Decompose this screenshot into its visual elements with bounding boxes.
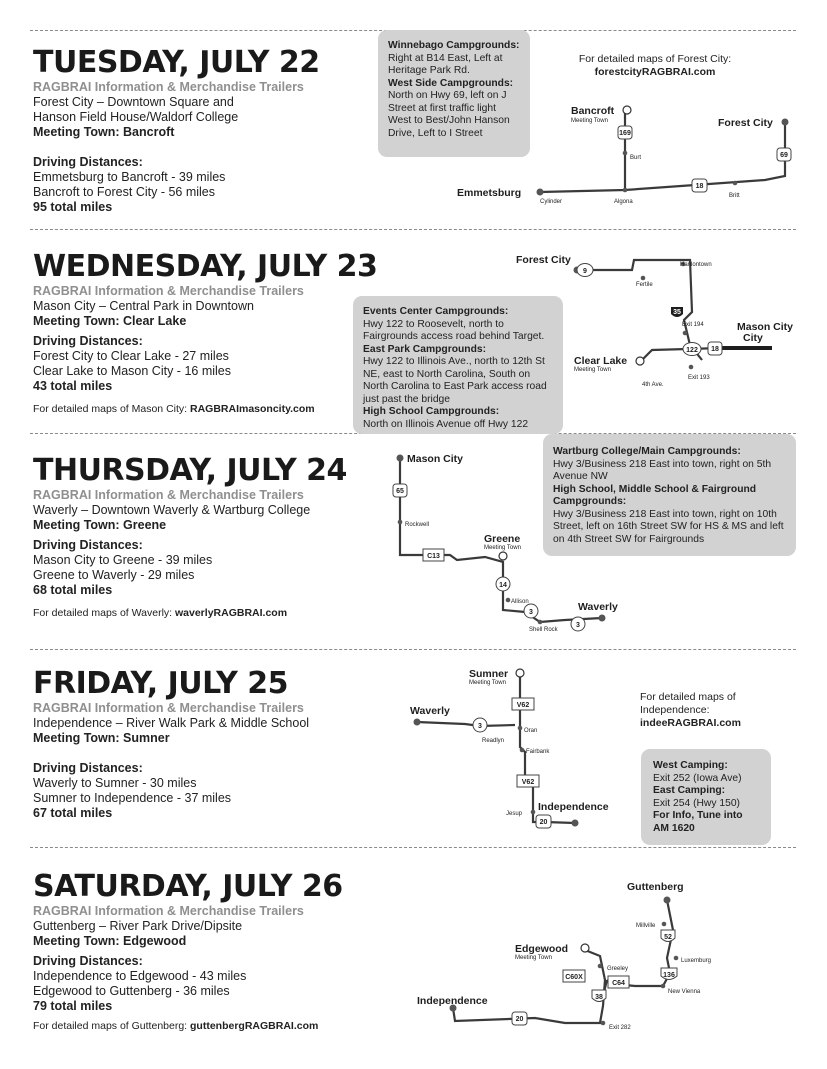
meeting-town: Meeting Town: Bancroft — [33, 125, 175, 139]
town-label: Millville — [636, 923, 656, 929]
maps-note — [560, 53, 750, 79]
distance-line: Waverly to Sumner - 30 miles — [33, 776, 197, 790]
city-label: Waverly — [410, 705, 450, 717]
town-label: 4th Ave. — [642, 382, 664, 388]
town-label: Exit 282 — [609, 1025, 631, 1031]
divider — [30, 847, 796, 848]
town-label: Rockwell — [405, 522, 430, 528]
town-label: Fertile — [636, 282, 653, 288]
maps-note: For detailed maps of Guttenberg: guttenbergRAGBRAI.com — [33, 1020, 319, 1032]
day-section-thursday — [33, 454, 383, 620]
day-title: THURSDAY, JULY 24 — [33, 453, 347, 488]
highway-shield: 20 — [539, 819, 548, 826]
city-label: Sumner — [469, 668, 509, 680]
trailer-subtitle: RAGBRAI Information & Merchandise Trailers — [33, 904, 304, 918]
info-heading: East Camping: — [653, 785, 726, 796]
city-label: Independence — [417, 995, 488, 1007]
city-label: Mason City — [737, 321, 794, 333]
highway-shield: 18 — [711, 346, 719, 353]
driving-distances-header: Driving Distances: — [33, 155, 143, 169]
distance-line: Forest City to Clear Lake - 27 miles — [33, 349, 229, 363]
info-text: Hwy 122 to Roosevelt, north to Fairgrounds access road behind Target. — [363, 318, 545, 342]
info-heading: Events Center Campgrounds: — [363, 306, 509, 317]
distance-line: Bancroft to Forest City - 56 miles — [33, 185, 216, 199]
city-label: Mason City — [407, 453, 464, 465]
total-miles: 68 total miles — [33, 583, 113, 597]
highway-shield: 52 — [664, 934, 672, 941]
location-line: Independence – River Walk Park & Middle School — [33, 716, 310, 730]
info-heading: For Info, Tune into AM 1620 — [653, 810, 743, 834]
highway-shield: 18 — [695, 183, 704, 190]
town-label: Exit 193 — [688, 375, 710, 381]
maps-note-text: For detailed maps of Forest City: — [578, 53, 732, 65]
maps-link[interactable]: waverlyRAGBRAI.com — [175, 607, 288, 619]
highway-shield: 20 — [515, 1016, 524, 1023]
location-line: Guttenberg – River Park Drive/Dipsite — [33, 919, 243, 933]
town-label: Oran — [524, 728, 538, 734]
highway-shield: 3 — [576, 622, 580, 629]
city-label: Guttenberg — [627, 881, 684, 893]
highway-shield: 122 — [686, 347, 698, 354]
distance-line: Mason City to Greene - 39 miles — [33, 553, 213, 567]
info-heading: West Camping: — [653, 760, 728, 771]
trailer-subtitle: RAGBRAI Information & Merchandise Trailers — [33, 701, 304, 715]
info-heading: High School, Middle School & Fairground Campgrounds: — [553, 483, 757, 507]
highway-shield: 136 — [663, 972, 675, 979]
day-section-wednesday — [33, 250, 383, 416]
driving-distances-header: Driving Distances: — [33, 761, 143, 775]
info-heading: West Side Campgrounds: — [388, 77, 514, 89]
info-text: Exit 252 (Iowa Ave) — [653, 772, 742, 784]
day-title: FRIDAY, JULY 25 — [33, 666, 288, 701]
trailer-subtitle: RAGBRAI Information & Merchandise Trailers — [33, 284, 304, 298]
meeting-town-label: Meeting Town — [571, 118, 608, 124]
trailer-subtitle: RAGBRAI Information & Merchandise Trailers — [33, 488, 304, 502]
info-text: North on Illinois Avenue off Hwy 122 — [363, 418, 529, 430]
meeting-town-label: Meeting Town — [469, 680, 506, 686]
town-label: Jesup — [506, 811, 523, 817]
highway-shield: 69 — [780, 152, 788, 159]
city-label: Emmetsburg — [457, 187, 522, 199]
maps-link[interactable]: forestcityRAGBRAI.com — [594, 66, 716, 78]
highway-shield: V62 — [516, 702, 530, 709]
info-text: Exit 254 (Hwy 150) — [653, 797, 740, 809]
route-map-saturday — [415, 878, 715, 1038]
info-text: North on Hwy 69, left on J Street at first traffic light West to Best/John Hanson Drive, Left to I Street — [388, 90, 510, 139]
day-section-saturday — [33, 870, 383, 1033]
maps-note-text: For detailed maps of Independence: — [640, 691, 736, 716]
maps-note: For detailed maps of Mason City: RAGBRAImasoncity.com — [33, 403, 315, 415]
highway-shield: V62 — [521, 779, 535, 786]
day-title: SATURDAY, JULY 26 — [33, 869, 343, 904]
highway-shield: 9 — [583, 268, 587, 275]
highway-shield: 169 — [619, 130, 631, 137]
info-heading: Wartburg College/Main Campgrounds: — [553, 446, 741, 457]
city-label: Waverly — [578, 601, 618, 613]
location-line: Hanson Field House/Waldorf College — [33, 110, 239, 124]
highway-shield: C60X — [565, 974, 583, 981]
town-label: Greeley — [607, 966, 629, 972]
location-line: Mason City – Central Park in Downtown — [33, 299, 254, 313]
trailer-subtitle: RAGBRAI Information & Merchandise Trailers — [33, 80, 304, 94]
highway-shield: 65 — [396, 488, 404, 495]
driving-distances-header: Driving Distances: — [33, 334, 143, 348]
maps-note: For detailed maps of Waverly: waverlyRAGBRAI.com — [33, 607, 288, 619]
town-label: Britt — [729, 193, 740, 199]
meeting-town: Meeting Town: Sumner — [33, 731, 170, 745]
town-label: Burt — [630, 155, 642, 161]
info-text: Hwy 3/Business 218 East into town, right on 10th Street, left on 16th Street SW for HS & MS and left on 4th Street SW for Fairgrounds — [553, 508, 784, 545]
info-heading: East Park Campgrounds: — [363, 343, 487, 355]
city-label: Forest City — [718, 117, 773, 129]
town-label: Algona — [614, 199, 633, 205]
divider — [30, 649, 796, 650]
total-miles: 95 total miles — [33, 200, 113, 214]
location-line: Waverly – Downtown Waverly & Wartburg College — [33, 503, 311, 517]
meeting-town: Meeting Town: Greene — [33, 518, 167, 532]
highway-shield: C13 — [427, 553, 440, 560]
route-map-thursday — [385, 450, 625, 640]
city-label: Clear Lake — [574, 355, 628, 367]
town-label: Exit 194 — [682, 322, 704, 328]
route-map-wednesday — [512, 250, 802, 395]
day-section-friday — [33, 667, 383, 821]
town-label: Shell Rock — [529, 627, 558, 633]
maps-link[interactable]: indeeRAGBRAI.com — [640, 717, 741, 729]
distance-line: Sumner to Independence - 37 miles — [33, 791, 232, 805]
info-heading: High School Campgrounds: — [363, 406, 500, 417]
route-map-tuesday — [455, 100, 800, 210]
divider — [30, 229, 796, 230]
driving-distances-header: Driving Distances: — [33, 954, 143, 968]
city-label: Greene — [484, 533, 521, 545]
town-label: New Vienna — [668, 989, 701, 995]
town-label: Luxemburg — [681, 958, 712, 964]
total-miles: 79 total miles — [33, 999, 113, 1013]
town-label: Allison — [511, 599, 529, 605]
day-section-tuesday — [33, 46, 383, 215]
meeting-town: Meeting Town: Edgewood — [33, 934, 187, 948]
meeting-town-label: Meeting Town — [515, 955, 552, 961]
campground-info-box — [641, 749, 771, 845]
city-label: Edgewood — [515, 943, 569, 955]
town-label: Fairbank — [526, 749, 550, 755]
total-miles: 67 total miles — [33, 806, 113, 820]
distance-line: Emmetsburg to Bancroft - 39 miles — [33, 170, 226, 184]
maps-link[interactable]: RAGBRAImasoncity.com — [189, 403, 315, 415]
route-map-friday — [405, 662, 635, 837]
day-title: TUESDAY, JULY 22 — [33, 45, 320, 80]
info-heading: Winnebago Campgrounds: — [388, 40, 520, 51]
maps-link[interactable]: guttenbergRAGBRAI.com — [190, 1020, 319, 1032]
highway-shield: 3 — [478, 723, 482, 730]
maps-note — [640, 691, 758, 730]
city-label: Forest City — [516, 254, 571, 266]
city-label: Independence — [538, 801, 609, 813]
total-miles: 43 total miles — [33, 379, 113, 393]
distance-line: Clear Lake to Mason City - 16 miles — [33, 364, 231, 378]
town-label: Cylinder — [540, 199, 563, 205]
distance-line: Greene to Waverly - 29 miles — [33, 568, 195, 582]
highway-shield: C64 — [612, 980, 625, 987]
highway-shield: 38 — [595, 994, 603, 1001]
meeting-town: Meeting Town: Clear Lake — [33, 314, 187, 328]
info-text: Hwy 3/Business 218 East into town, right on 5th Avenue NW — [553, 458, 772, 482]
town-label: Readlyn — [482, 738, 505, 744]
highway-shield: 35 — [673, 309, 681, 316]
highway-shield: 14 — [499, 582, 507, 589]
info-text: Right at B14 East, Left at Heritage Park Rd. — [388, 52, 503, 76]
meeting-town-label: Meeting Town — [484, 545, 521, 551]
info-text: Hwy 122 to Illinois Ave., north to 12th St NE, east to North Carolina, South on North Carolina to East Park access road just past the bridge — [363, 356, 547, 405]
city-label: City — [743, 332, 763, 344]
town-label: Hanlontown — [680, 262, 712, 268]
driving-distances-header: Driving Distances: — [33, 538, 143, 552]
distance-line: Edgewood to Guttenberg - 36 miles — [33, 984, 230, 998]
distance-line: Independence to Edgewood - 43 miles — [33, 969, 247, 983]
location-line: Forest City – Downtown Square and — [33, 95, 234, 109]
day-title: WEDNESDAY, JULY 23 — [33, 249, 378, 284]
meeting-town-label: Meeting Town — [574, 367, 611, 373]
highway-shield: 3 — [529, 609, 533, 616]
city-label: Bancroft — [571, 105, 615, 117]
